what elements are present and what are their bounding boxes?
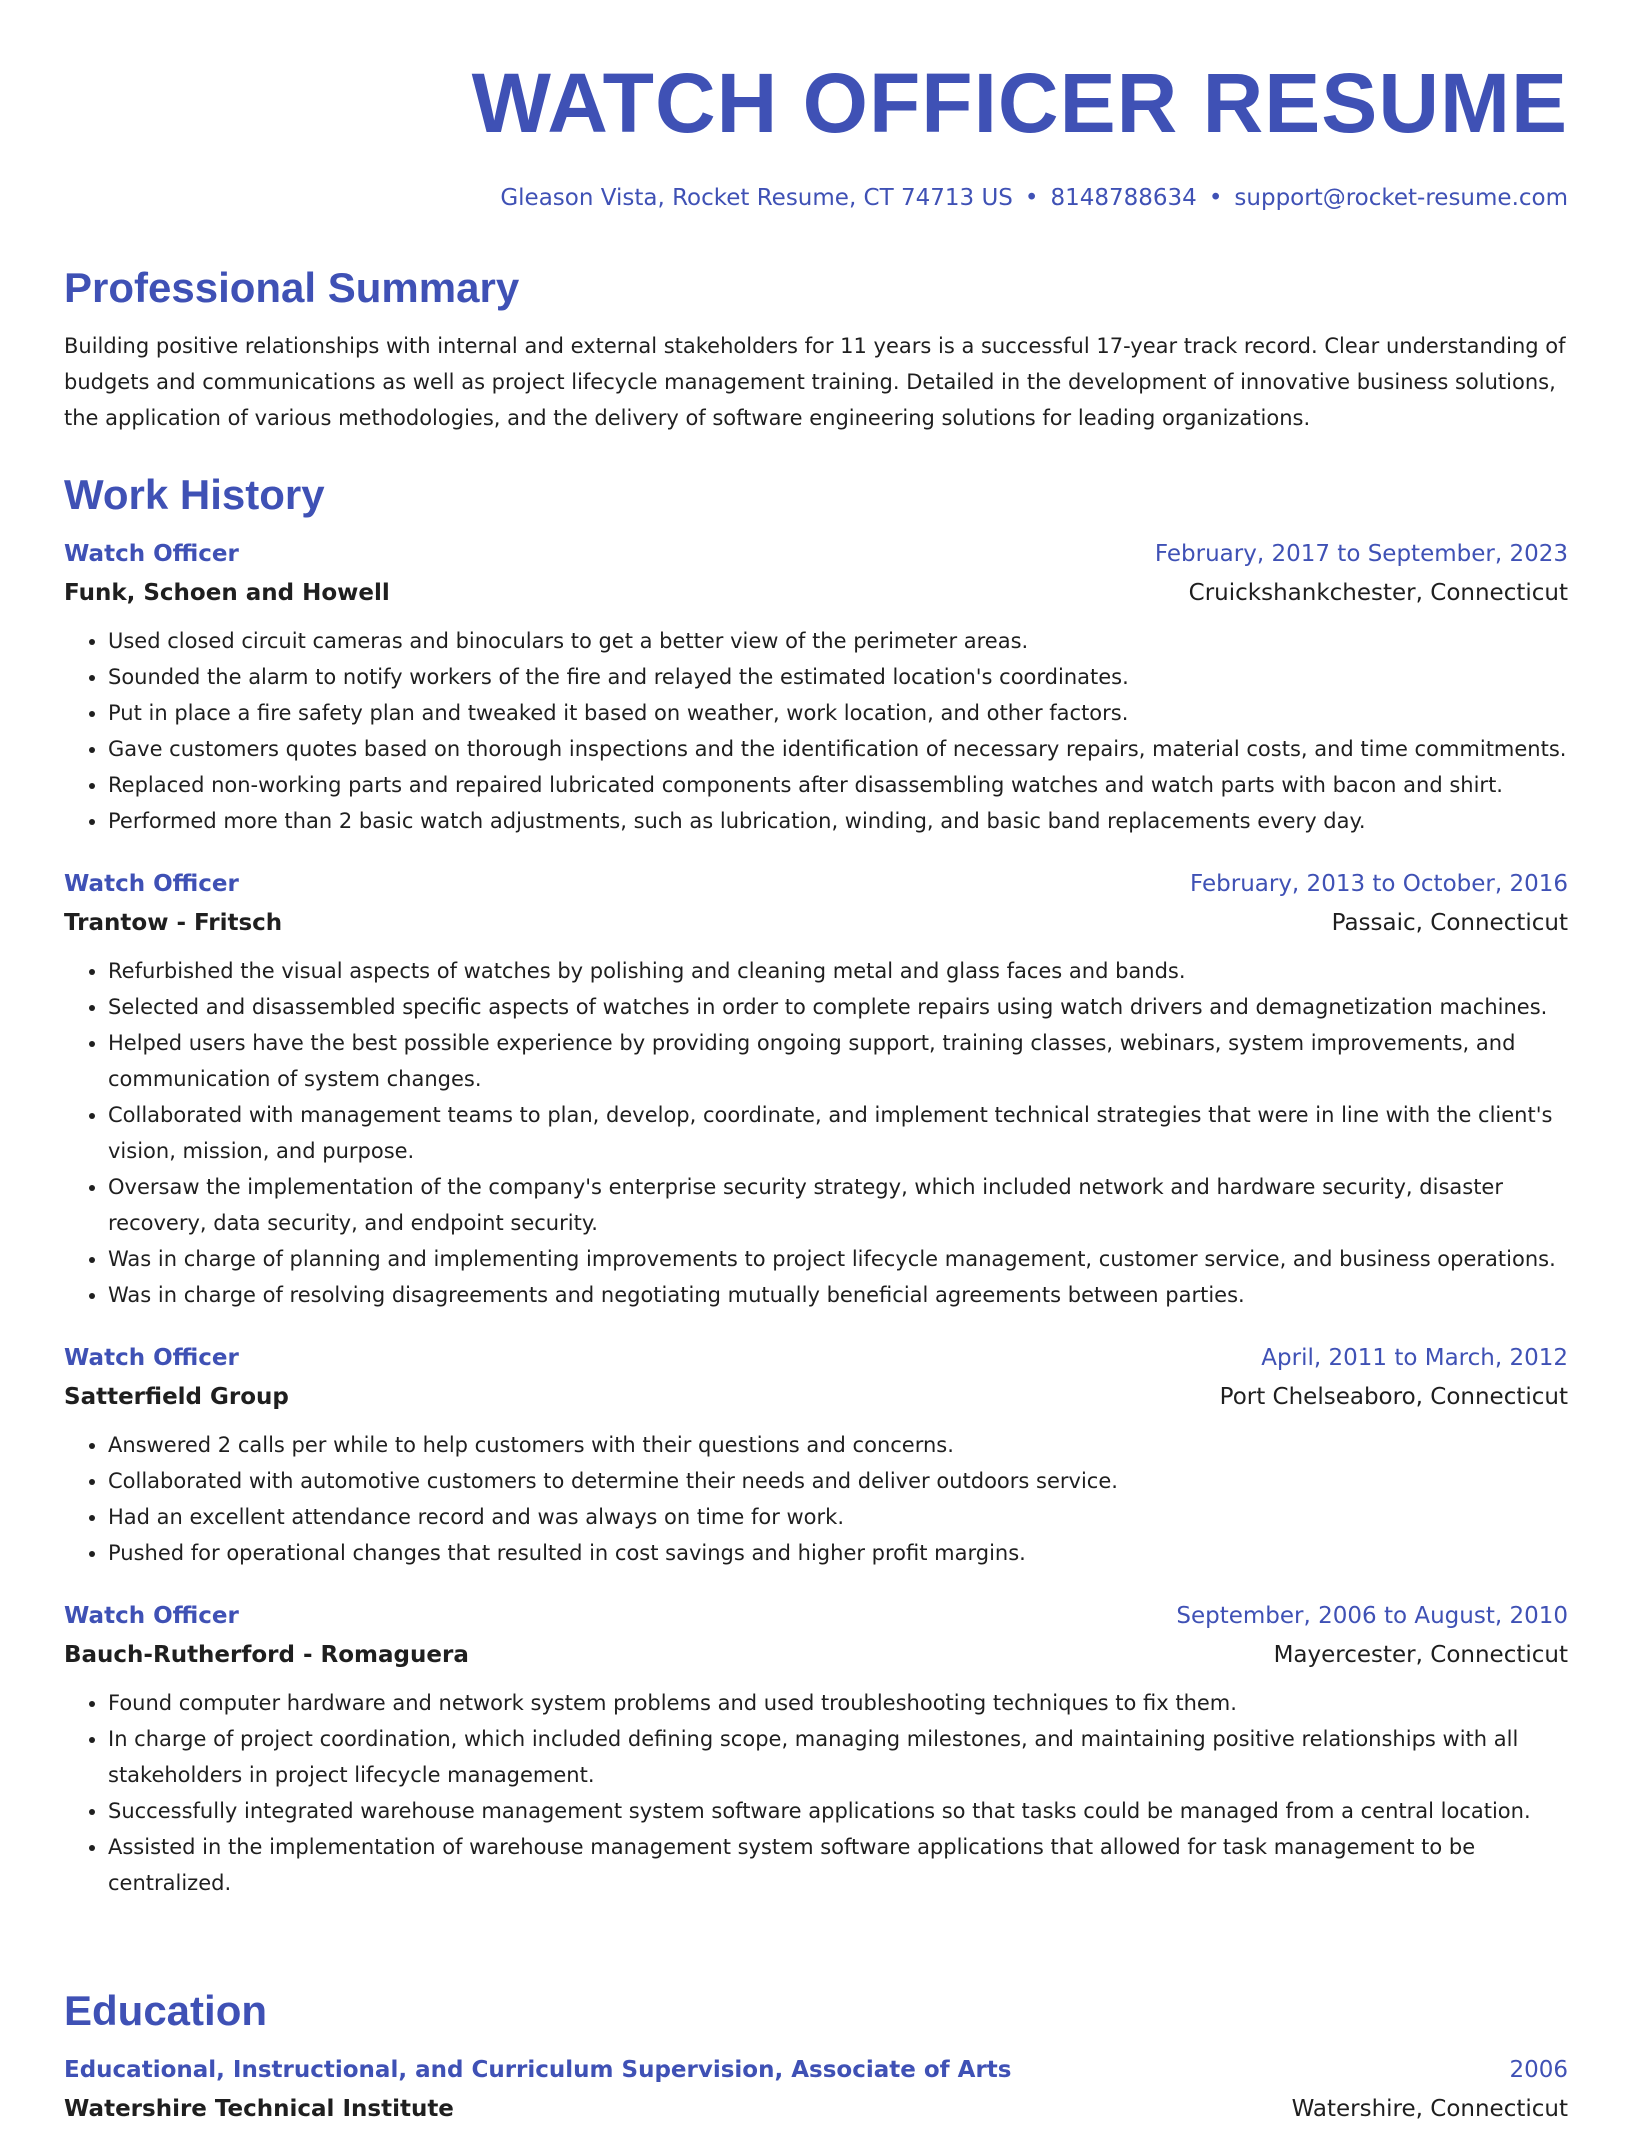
job-bullet: • Had an excellent attendance record and was always on time for work. xyxy=(108,1499,1568,1535)
contact-phone[interactable]: 8148788634 xyxy=(1050,185,1197,211)
job-employer-row xyxy=(64,903,1568,943)
section-title-work: Work History xyxy=(64,471,325,518)
job-dates: April, 2011 to March, 2012 xyxy=(1261,1345,1568,1371)
job-bullet: • Was in charge of resolving disagreements and negotiating mutually beneficial agreements between parties. xyxy=(108,1277,1568,1313)
job-title-row xyxy=(64,1339,1568,1377)
professional-summary-section xyxy=(64,262,1568,436)
education-degree: Educational, Instructional, and Curriculum Supervision, Associate of Arts xyxy=(64,2057,1012,2083)
job-role: Watch Officer xyxy=(64,871,239,897)
contact-separator: • xyxy=(1024,185,1039,211)
job-employer: Satterfield Group xyxy=(64,1384,289,1410)
job-entry xyxy=(64,1597,1568,1901)
job-title-row xyxy=(64,865,1568,903)
job-title-row xyxy=(64,535,1568,573)
section-title-education: Education xyxy=(64,1987,268,2034)
job-role: Watch Officer xyxy=(64,541,239,567)
job-dates: September, 2006 to August, 2010 xyxy=(1176,1603,1568,1629)
job-bullet: • Oversaw the implementation of the company's enterprise security strategy, which included network and hardware security, disaster recovery, data security, and endpoint security. xyxy=(108,1169,1568,1241)
education-location: Watershire, Connecticut xyxy=(1291,2096,1568,2122)
job-bullets xyxy=(64,1685,1568,1901)
job-bullets xyxy=(64,1427,1568,1571)
job-bullet: • Used closed circuit cameras and binoculars to get a better view of the perimeter areas. xyxy=(108,623,1568,659)
job-bullet: • Collaborated with automotive customers to determine their needs and deliver outdoors service. xyxy=(108,1463,1568,1499)
job-location: Passaic, Connecticut xyxy=(1331,910,1568,936)
contact-address: Gleason Vista, Rocket Resume, CT 74713 US xyxy=(500,185,1013,211)
job-employer: Bauch-Rutherford - Romaguera xyxy=(64,1642,469,1668)
job-employer-row xyxy=(64,573,1568,613)
job-bullet: • Refurbished the visual aspects of watches by polishing and cleaning metal and glass faces and bands. xyxy=(108,953,1568,989)
job-bullets xyxy=(64,623,1568,839)
job-employer-row xyxy=(64,1377,1568,1417)
education-section xyxy=(64,1985,1568,2129)
job-entry xyxy=(64,865,1568,1313)
work-history-section xyxy=(64,469,1568,1901)
job-bullet: • Found computer hardware and network system problems and used troubleshooting techniques to fix them. xyxy=(108,1685,1568,1721)
section-title-summary: Professional Summary xyxy=(64,264,520,311)
job-role: Watch Officer xyxy=(64,1345,239,1371)
contact-line xyxy=(500,182,1568,214)
education-degree-row xyxy=(64,2051,1568,2089)
contact-email[interactable]: support@rocket-resume.com xyxy=(1234,185,1568,211)
education-year: 2006 xyxy=(1509,2057,1568,2083)
job-bullet: • Selected and disassembled specific aspects of watches in order to complete repairs using watch drivers and demagnetization machines. xyxy=(108,989,1568,1025)
job-bullet: • Pushed for operational changes that resulted in cost savings and higher profit margins. xyxy=(108,1535,1568,1571)
job-bullet: • Put in place a fire safety plan and tweaked it based on weather, work location, and other factors. xyxy=(108,695,1568,731)
job-role: Watch Officer xyxy=(64,1603,239,1629)
job-location: Cruickshankchester, Connecticut xyxy=(1188,580,1568,606)
job-bullet: • In charge of project coordination, which included defining scope, managing milestones, and maintaining positive relationships with all stakeholders in project lifecycle management. xyxy=(108,1721,1568,1793)
job-bullet: • Replaced non-working parts and repaired lubricated components after disassembling watches and watch parts with bacon and shirt. xyxy=(108,767,1568,803)
education-school: Watershire Technical Institute xyxy=(64,2096,454,2122)
contact-separator: • xyxy=(1208,185,1223,211)
job-employer-row xyxy=(64,1635,1568,1675)
job-bullet: • Performed more than 2 basic watch adjustments, such as lubrication, winding, and basic band replacements every day. xyxy=(108,803,1568,839)
job-bullets xyxy=(64,953,1568,1313)
job-location: Mayercester, Connecticut xyxy=(1273,1642,1568,1668)
job-dates: February, 2017 to September, 2023 xyxy=(1154,541,1568,567)
job-entry xyxy=(64,535,1568,839)
summary-text: Building positive relationships with internal and external stakeholders for 11 years is a successful 17-year track record. Clear understanding of budgets and communications as well as project lifecycle management training. Detailed in the development of innovative business solutions, the application of various methodologies, and the delivery of software engineering solutions for leading organizations. xyxy=(64,334,1566,430)
job-title-row xyxy=(64,1597,1568,1635)
education-list xyxy=(64,2051,1568,2129)
job-bullet: • Helped users have the best possible experience by providing ongoing support, training classes, webinars, system improvements, and communication of system changes. xyxy=(108,1025,1568,1097)
job-bullet: • Answered 2 calls per while to help customers with their questions and concerns. xyxy=(108,1427,1568,1463)
job-location: Port Chelseaboro, Connecticut xyxy=(1219,1384,1568,1410)
job-dates: February, 2013 to October, 2016 xyxy=(1190,871,1568,897)
job-employer: Trantow - Fritsch xyxy=(64,910,283,936)
job-employer: Funk, Schoen and Howell xyxy=(64,580,390,606)
job-entry xyxy=(64,1339,1568,1571)
job-bullet: • Sounded the alarm to notify workers of the fire and relayed the estimated location's coordinates. xyxy=(108,659,1568,695)
education-entry xyxy=(64,2051,1568,2129)
job-bullet: • Gave customers quotes based on thorough inspections and the identification of necessary repairs, material costs, and time commitments. xyxy=(108,731,1568,767)
job-bullet: • Collaborated with management teams to plan, develop, coordinate, and implement technical strategies that were in line with the client's vision, mission, and purpose. xyxy=(108,1097,1568,1169)
job-bullet: • Assisted in the implementation of warehouse management system software applications that allowed for task management to be centralized. xyxy=(108,1829,1568,1901)
job-list xyxy=(64,535,1568,1901)
job-bullet: • Was in charge of planning and implementing improvements to project lifecycle management, customer service, and business operations. xyxy=(108,1241,1568,1277)
job-bullet: • Successfully integrated warehouse management system software applications so that tasks could be managed from a central location. xyxy=(108,1793,1568,1829)
resume-title: WATCH OFFICER RESUME xyxy=(471,56,1568,150)
education-school-row xyxy=(64,2089,1568,2129)
